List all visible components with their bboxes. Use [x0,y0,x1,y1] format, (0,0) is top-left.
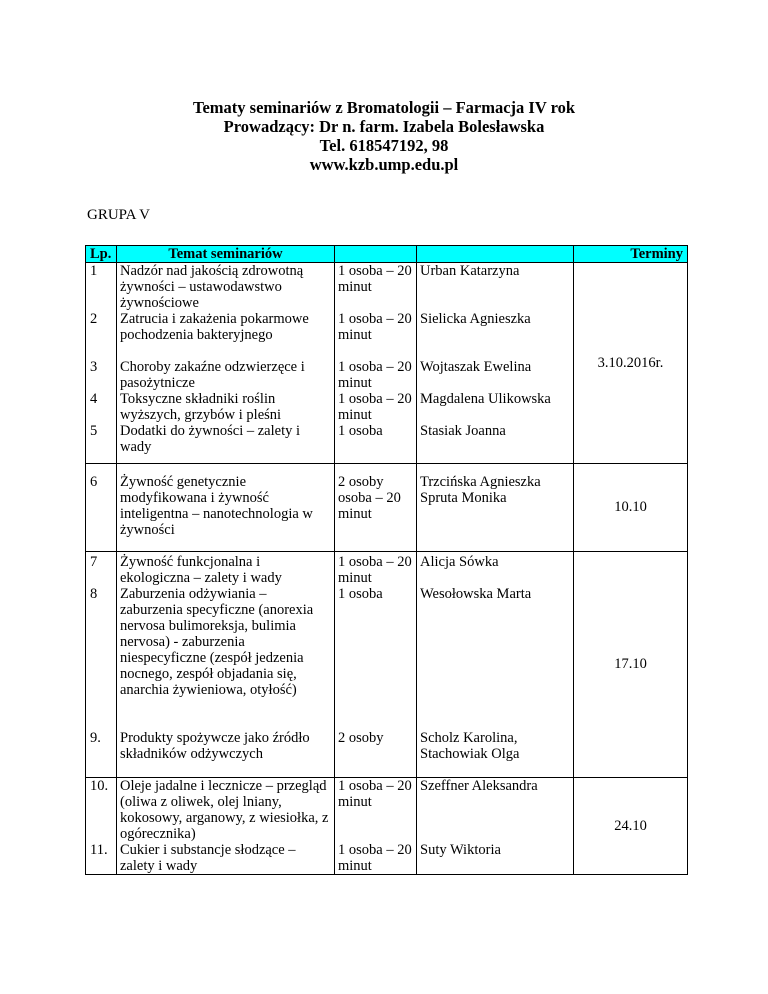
row-person: Wojtaszak Ewelina [417,359,574,391]
row-number: 11. [86,842,117,875]
row-time: 1 osoba – 20 minut [335,391,417,423]
document-header [0,98,768,174]
row-topic: Cukier i substancje słodzące – zalety i wady [117,842,335,875]
col-header-terms: Terminy [574,246,688,263]
row-number: 5 [86,423,117,463]
row-number: 3 [86,359,117,391]
row-person: Stasiak Joanna [417,423,574,463]
table-header-row [86,246,688,263]
term-date: 3.10.2016r. [574,263,688,464]
row-person: Sielicka Agnieszka [417,311,574,359]
row-person: Szeffner Aleksandra [417,778,574,843]
row-topic: Zaburzenia odżywiania – zaburzenia specyficzne (anorexia nervosa bulimoreksja, bulimia nervosa) - zaburzenia niespecyficzne (zespół jedzenia nocnego, zespół objadania się, anarchia żywieniowa, otyłość) [117,586,335,730]
col-header-person [417,246,574,263]
col-header-time [335,246,417,263]
table-row [86,778,688,843]
table-row [86,263,688,312]
row-time: 1 osoba [335,423,417,463]
header-lecturer: Prowadzący: Dr n. farm. Izabela Bolesławska [223,117,545,136]
seminar-table [85,245,688,875]
row-topic: Choroby zakaźne odzwierzęce i pasożytnicze [117,359,335,391]
row-person: Suty Wiktoria [417,842,574,875]
table-row [86,463,688,551]
row-number: 8 [86,586,117,730]
row-time: 2 osoby osoba – 20 minut [335,463,417,551]
row-topic: Zatrucia i zakażenia pokarmowe pochodzenia bakteryjnego [117,311,335,359]
row-topic: Toksyczne składniki roślin wyższych, grzybów i pleśni [117,391,335,423]
col-header-topic: Temat seminariów [117,246,335,263]
row-number: 7 [86,551,117,586]
row-topic: Dodatki do żywności – zalety i wady [117,423,335,463]
group-label: GRUPA V [87,207,150,223]
row-time: 2 osoby [335,730,417,778]
header-phone: Tel. 618547192, 98 [319,136,449,155]
row-topic: Nadzór nad jakością zdrowotną żywności – ustawodawstwo żywnościowe [117,263,335,312]
header-title: Tematy seminariów z Bromatologii – Farmacja IV rok [192,98,576,117]
row-time: 1 osoba [335,586,417,730]
row-person: Alicja Sówka [417,551,574,586]
term-date: 10.10 [574,463,688,551]
header-website: www.kzb.ump.edu.pl [309,155,459,174]
row-number: 10. [86,778,117,843]
row-number: 2 [86,311,117,359]
row-topic: Produkty spożywcze jako źródło składników odżywczych [117,730,335,778]
row-topic: Żywność funkcjonalna i ekologiczna – zalety i wady [117,551,335,586]
term-date: 24.10 [574,778,688,875]
row-time: 1 osoba – 20 minut [335,551,417,586]
row-number: 6 [86,463,117,551]
row-topic: Żywność genetycznie modyfikowana i żywność inteligentna – nanotechnologia w żywności [117,463,335,551]
table-row [86,551,688,586]
row-time: 1 osoba – 20 minut [335,778,417,843]
row-time: 1 osoba – 20 minut [335,842,417,875]
row-person: Urban Katarzyna [417,263,574,312]
row-number: 9. [86,730,117,778]
term-date: 17.10 [574,551,688,778]
row-person: Wesołowska Marta [417,586,574,730]
row-person: Trzcińska Agnieszka Spruta Monika [417,463,574,551]
row-time: 1 osoba – 20 minut [335,359,417,391]
row-person: Magdalena Ulikowska [417,391,574,423]
row-topic: Oleje jadalne i lecznicze – przegląd (oliwa z oliwek, olej lniany, kokosowy, arganowy, z wiesiołka, z ogórecznika) [117,778,335,843]
row-time: 1 osoba – 20 minut [335,263,417,312]
row-number: 1 [86,263,117,312]
row-time: 1 osoba – 20 minut [335,311,417,359]
col-header-lp: Lp. [86,246,117,263]
row-number: 4 [86,391,117,423]
row-person: Scholz Karolina, Stachowiak Olga [417,730,574,778]
